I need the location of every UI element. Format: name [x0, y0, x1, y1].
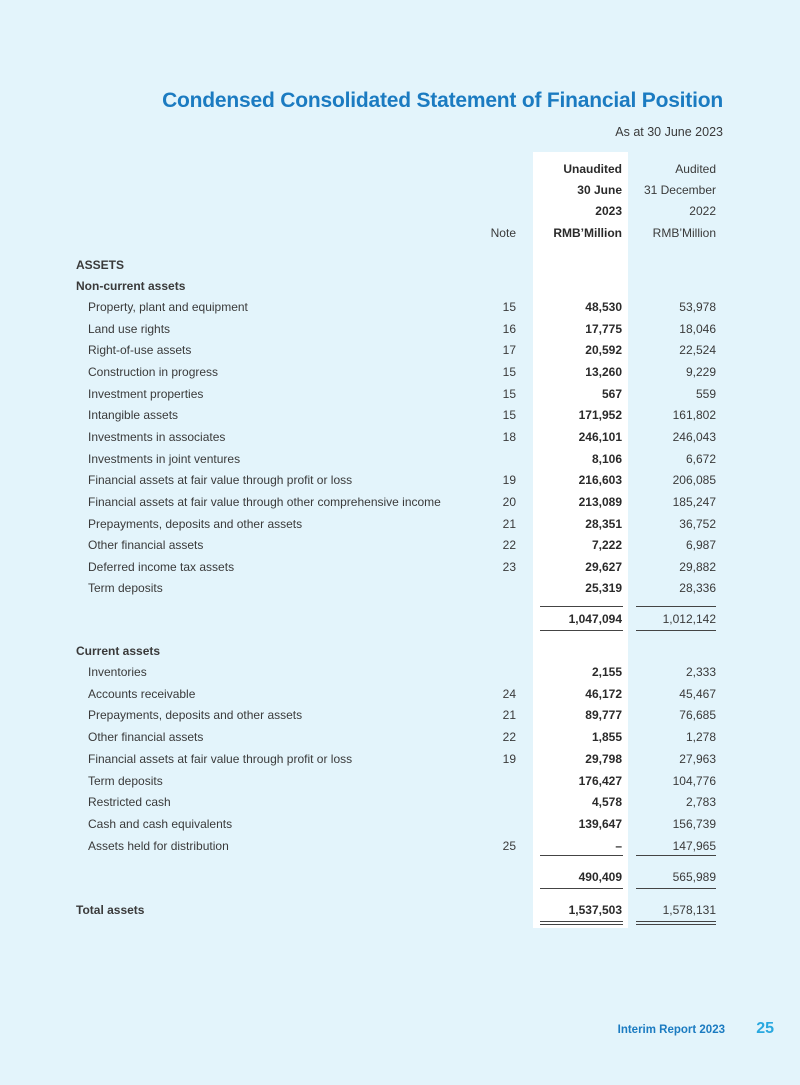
- nc-total-underline-col1: [540, 630, 623, 631]
- row-label: Financial assets at fair value through profit or loss: [88, 751, 353, 766]
- table-row: [0, 835, 800, 857]
- table-row: [0, 704, 800, 726]
- row-value-2023: 246,101: [578, 429, 622, 444]
- row-label: Deferred income tax assets: [88, 559, 235, 574]
- c-total-underline-col2: [636, 888, 716, 889]
- row-label: Prepayments, deposits and other assets: [88, 708, 303, 723]
- col1-header-unit: RMB’Million: [553, 226, 622, 240]
- table-row: [0, 577, 800, 599]
- row-value-2023: 216,603: [578, 473, 622, 488]
- row-note: 16: [502, 321, 516, 336]
- row-value-2022: 27,963: [679, 751, 716, 766]
- row-note: 23: [502, 559, 516, 574]
- table-row: [0, 318, 800, 340]
- table-row: [0, 404, 800, 426]
- row-label: Financial assets at fair value through profit or loss: [88, 473, 353, 488]
- table-row: [0, 534, 800, 556]
- header-row-2: [0, 179, 800, 201]
- row-value-2022: 559: [695, 386, 716, 401]
- nc-total-underline-col2: [636, 630, 716, 631]
- row-note: 15: [502, 386, 516, 401]
- page-number: 25: [756, 1020, 774, 1037]
- row-value-2022: 29,882: [679, 559, 716, 574]
- row-value-2023: 29,798: [585, 751, 622, 766]
- c-total-2023: 490,409: [578, 870, 622, 884]
- row-value-2022: 246,043: [672, 429, 716, 444]
- col1-header-year: 2023: [595, 204, 622, 218]
- table-row: [0, 556, 800, 578]
- row-value-2022: 9,229: [685, 364, 716, 379]
- row-value-2022: 6,987: [685, 538, 716, 553]
- table-row: [0, 791, 800, 813]
- row-value-2023: 176,427: [578, 773, 622, 788]
- row-value-2022: 28,336: [679, 581, 716, 596]
- assets-heading-row: [0, 254, 800, 276]
- row-value-2022: 76,685: [679, 708, 716, 723]
- non-current-total-row: [0, 608, 800, 630]
- row-label: Financial assets at fair value through other comprehensive income: [88, 494, 441, 509]
- row-value-2022: 36,752: [679, 516, 716, 531]
- table-row: [0, 683, 800, 705]
- row-value-2022: 53,978: [679, 300, 716, 314]
- row-value-2022: 22,524: [679, 343, 716, 358]
- row-value-2022: 206,085: [672, 473, 716, 488]
- col2-header-status: Audited: [675, 162, 716, 176]
- row-value-2023: 46,172: [585, 686, 622, 701]
- table-row: [0, 726, 800, 748]
- row-label: Term deposits: [88, 581, 163, 596]
- c-total-underline-col1: [540, 888, 623, 889]
- row-label: Investment properties: [88, 386, 204, 401]
- nc-total-2022: 1,012,142: [662, 612, 716, 626]
- current-heading-row: [0, 640, 800, 662]
- nc-subtotal-line-col1: [540, 606, 623, 607]
- row-value-2023: 28,351: [585, 516, 622, 531]
- total-double-line-2-col2: [636, 924, 716, 925]
- row-value-2022: 1,278: [685, 730, 716, 745]
- row-note: 17: [502, 343, 516, 358]
- row-value-2023: 2,155: [591, 665, 622, 679]
- table-row: [0, 426, 800, 448]
- row-value-2023: 171,952: [578, 408, 622, 423]
- row-value-2023: 25,319: [585, 581, 622, 596]
- row-label: Inventories: [88, 665, 147, 679]
- c-subtotal-line-col1: [540, 855, 623, 856]
- row-value-2023: 13,260: [585, 364, 622, 379]
- note-header: Note: [490, 226, 516, 240]
- table-row: [0, 339, 800, 361]
- row-note: 21: [502, 516, 516, 531]
- col2-header-year: 2022: [689, 204, 716, 218]
- current-total-row: [0, 866, 800, 888]
- table-row: [0, 770, 800, 792]
- row-note: 19: [502, 751, 516, 766]
- footer-report-name: Interim Report 2023: [617, 1024, 725, 1036]
- row-value-2023: 89,777: [585, 708, 622, 723]
- table-row: [0, 813, 800, 835]
- table-row: [0, 296, 800, 318]
- table-row: [0, 361, 800, 383]
- row-value-2022: 147,965: [672, 838, 716, 853]
- col1-header-date: 30 June: [577, 183, 622, 197]
- row-value-2022: 185,247: [672, 494, 716, 509]
- col1-header-status: Unaudited: [563, 162, 622, 176]
- col2-header-unit: RMB’Million: [652, 226, 716, 240]
- header-row-1: [0, 158, 800, 180]
- table-row: [0, 383, 800, 405]
- total-double-line-2-col1: [540, 924, 623, 925]
- table-row: [0, 661, 800, 683]
- total-assets-row: [0, 899, 800, 921]
- total-double-line-1-col2: [636, 921, 716, 922]
- row-value-2023: 7,222: [591, 538, 622, 553]
- total-assets-2023: 1,537,503: [568, 903, 622, 917]
- row-value-2023: 29,627: [585, 559, 622, 574]
- row-note: 20: [502, 494, 516, 509]
- table-row: [0, 513, 800, 535]
- row-label: Investments in associates: [88, 429, 226, 444]
- nc-subtotal-line-col2: [636, 606, 716, 607]
- header-row-4: [0, 222, 800, 244]
- row-value-2022: 104,776: [672, 773, 716, 788]
- row-note: 22: [502, 730, 516, 745]
- nc-total-2023: 1,047,094: [568, 612, 622, 626]
- row-note: 15: [502, 300, 516, 314]
- non-current-heading-row: [0, 275, 800, 297]
- row-value-2023: 8,106: [591, 451, 622, 466]
- page-title: Condensed Consolidated Statement of Financial Position: [162, 89, 723, 112]
- table-row: [0, 469, 800, 491]
- row-label: Intangible assets: [88, 408, 179, 423]
- row-label: Restricted cash: [88, 795, 171, 810]
- row-value-2023: 17,775: [585, 321, 622, 336]
- row-label: Prepayments, deposits and other assets: [88, 516, 303, 531]
- row-note: 21: [502, 708, 516, 723]
- row-label: Land use rights: [88, 321, 171, 336]
- header-row-3: [0, 200, 800, 222]
- row-label: Other financial assets: [88, 538, 204, 553]
- row-note: 24: [502, 686, 516, 701]
- row-value-2023: 1,855: [591, 730, 622, 745]
- row-value-2022: 6,672: [685, 451, 716, 466]
- total-double-line-1-col1: [540, 921, 623, 922]
- row-note: 18: [502, 429, 516, 444]
- current-heading: Current assets: [76, 644, 161, 658]
- row-value-2023: 20,592: [585, 343, 622, 358]
- total-assets-label: Total assets: [76, 903, 145, 917]
- row-label: Assets held for distribution: [88, 838, 229, 853]
- row-label: Property, plant and equipment: [88, 300, 248, 314]
- page-subtitle: As at 30 June 2023: [615, 125, 723, 139]
- row-value-2023: 213,089: [578, 494, 622, 509]
- row-note: 22: [502, 538, 516, 553]
- c-total-2022: 565,989: [672, 870, 716, 884]
- row-note: 15: [502, 364, 516, 379]
- row-note: 19: [502, 473, 516, 488]
- row-value-2022: 161,802: [672, 408, 716, 423]
- assets-heading: ASSETS: [76, 258, 125, 272]
- table-row: [0, 748, 800, 770]
- total-assets-2022: 1,578,131: [662, 903, 716, 917]
- row-label: Accounts receivable: [88, 686, 196, 701]
- table-row: [0, 448, 800, 470]
- col2-header-date: 31 December: [643, 183, 716, 197]
- row-label: Cash and cash equivalents: [88, 816, 233, 831]
- row-value-2023: 567: [601, 386, 622, 401]
- row-label: Construction in progress: [88, 364, 219, 379]
- row-value-2022: 2,783: [685, 795, 716, 810]
- row-note: 25: [502, 838, 516, 853]
- row-value-2023: –: [615, 838, 622, 853]
- row-value-2022: 156,739: [672, 816, 716, 831]
- row-value-2023: 4,578: [591, 795, 622, 810]
- row-value-2022: 45,467: [679, 686, 716, 701]
- row-value-2022: 2,333: [685, 665, 716, 679]
- row-label: Right-of-use assets: [88, 343, 192, 358]
- row-label: Term deposits: [88, 773, 163, 788]
- row-note: 15: [502, 408, 516, 423]
- row-value-2022: 18,046: [679, 321, 716, 336]
- row-value-2023: 139,647: [578, 816, 622, 831]
- row-label: Other financial assets: [88, 730, 204, 745]
- c-subtotal-line-col2: [636, 855, 716, 856]
- table-row: [0, 491, 800, 513]
- non-current-heading: Non-current assets: [76, 279, 186, 293]
- row-label: Investments in joint ventures: [88, 451, 241, 466]
- row-value-2023: 48,530: [585, 300, 622, 314]
